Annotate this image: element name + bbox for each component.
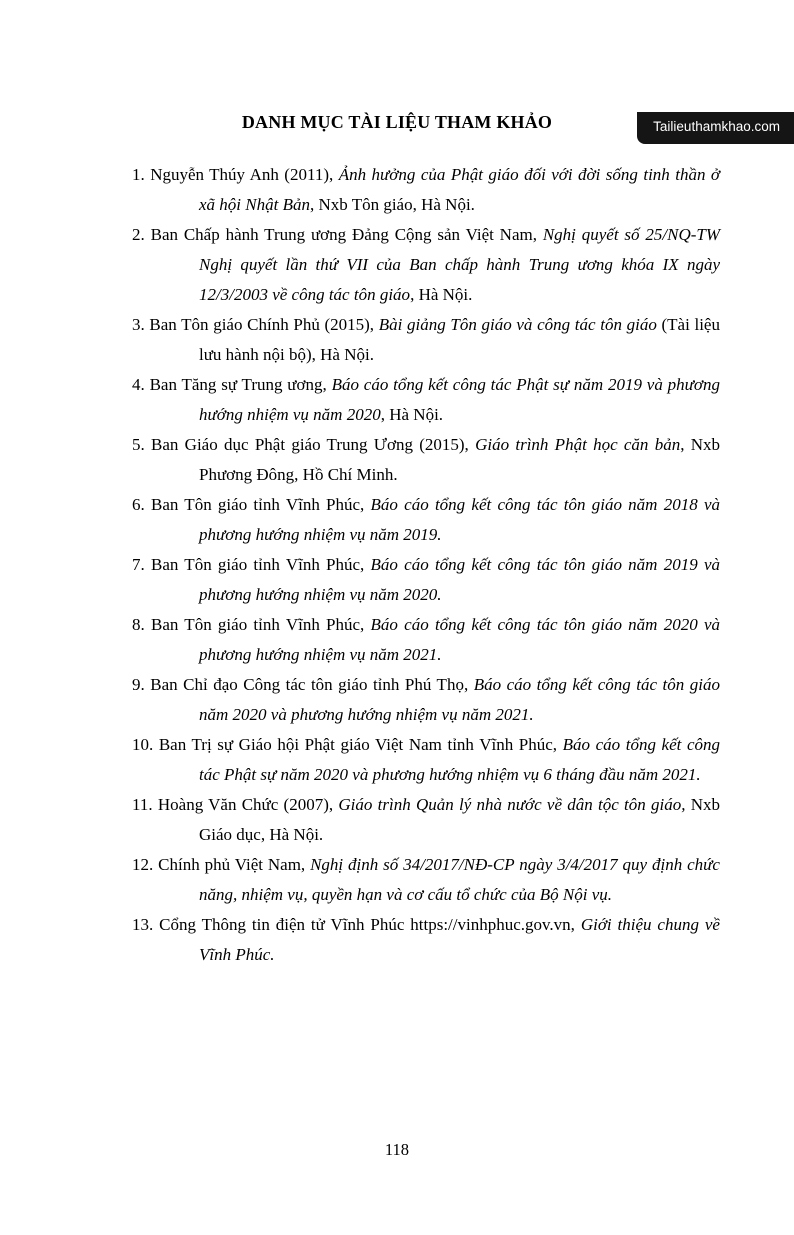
reference-entry	[132, 550, 720, 610]
reference-entry	[132, 790, 720, 850]
reference-text: 7. Ban Tôn giáo tỉnh Vĩnh Phúc,	[132, 555, 371, 574]
reference-title-italic: Giáo trình Phật học căn bản	[475, 435, 681, 454]
reference-text: , Nxb Tôn giáo, Hà Nội.	[309, 195, 475, 214]
page-number: 118	[384, 1140, 410, 1159]
reference-entry	[132, 610, 720, 670]
reference-text: 12. Chính phủ Việt Nam,	[132, 855, 311, 874]
reference-text: Nxb Giáo dục, Hà Nội.	[199, 795, 720, 844]
page-title: DANH MỤC TÀI LIỆU THAM KHẢO	[241, 112, 553, 132]
reference-text: 3. Ban Tôn giáo Chính Phủ (2015),	[132, 315, 379, 334]
reference-title-italic: Báo cáo tổng kết công tác Phật sự năm 2020 và phương hướng nhiệm vụ 6 tháng đầu năm 2021.	[199, 735, 720, 784]
reference-title-italic: Báo cáo tổng kết công tác tôn giáo năm 2019 và phương hướng nhiệm vụ năm 2020.	[199, 555, 720, 604]
reference-text: 8. Ban Tôn giáo tỉnh Vĩnh Phúc,	[132, 615, 371, 634]
reference-text: 4. Ban Tăng sự Trung ương,	[132, 375, 332, 394]
reference-text: 9. Ban Chỉ đạo Công tác tôn giáo tỉnh Phú Thọ,	[132, 675, 474, 694]
reference-entry	[132, 490, 720, 550]
reference-title-italic: Giáo trình Quản lý nhà nước về dân tộc tôn giáo,	[338, 795, 686, 814]
document-page	[0, 112, 794, 1159]
reference-entry	[132, 850, 720, 910]
reference-text: , Hà Nội.	[410, 285, 473, 304]
reference-text: 11. Hoàng Văn Chức (2007),	[132, 795, 339, 814]
reference-title-italic: Ảnh hưởng của Phật giáo đối với đời sống tinh thần ở xã hội Nhật Bản	[199, 165, 720, 214]
reference-title-italic: Nghị quyết số 25/NQ-TW Nghị quyết lần thứ VII của Ban chấp hành Trung ương khóa IX ngày 12/3/2003 về công tác tôn giáo	[199, 225, 721, 304]
reference-entry	[132, 730, 720, 790]
reference-title-italic: Báo cáo tổng kết công tác tôn giáo năm 2020 và phương hướng nhiệm vụ năm 2021.	[199, 615, 720, 664]
reference-title-italic: Báo cáo tổng kết công tác tôn giáo năm 2018 và phương hướng nhiệm vụ năm 2019.	[199, 495, 720, 544]
reference-list	[132, 160, 720, 970]
reference-text: 1. Nguyễn Thúy Anh (2011),	[132, 165, 339, 184]
reference-entry	[132, 670, 720, 730]
reference-entry	[132, 220, 720, 310]
reference-text: 5. Ban Giáo dục Phật giáo Trung Ương (2015),	[132, 435, 476, 454]
reference-text: 6. Ban Tôn giáo tỉnh Vĩnh Phúc,	[132, 495, 371, 514]
reference-entry	[132, 430, 720, 490]
reference-title-italic: Báo cáo tổng kết công tác tôn giáo năm 2020 và phương hướng nhiệm vụ năm 2021.	[199, 675, 720, 724]
reference-text: , Nxb Phương Đông, Hồ Chí Minh.	[199, 435, 721, 484]
reference-title-italic: Nghị định số 34/2017/NĐ-CP ngày 3/4/2017 quy định chức năng, nhiệm vụ, quyền hạn và cơ cấu tổ chức của Bộ Nội vụ.	[199, 855, 720, 904]
watermark-badge: Tailieuthamkhao.com	[637, 112, 794, 144]
reference-text: 10. Ban Trị sự Giáo hội Phật giáo Việt Nam tỉnh Vĩnh Phúc,	[132, 735, 563, 754]
reference-title-italic: Giới thiệu chung về Vĩnh Phúc.	[199, 915, 720, 964]
reference-title-italic: Bài giảng Tôn giáo và công tác tôn giáo	[378, 315, 657, 334]
reference-text: 13. Cổng Thông tin điện tử Vĩnh Phúc https://vinhphuc.gov.vn,	[132, 915, 581, 934]
reference-text: , Hà Nội.	[380, 405, 444, 424]
reference-entry	[132, 910, 720, 970]
reference-title-italic: Báo cáo tổng kết công tác Phật sự năm 2019 và phương hướng nhiệm vụ năm 2020	[199, 375, 720, 424]
reference-entry	[132, 310, 720, 370]
reference-entry	[132, 160, 720, 220]
reference-entry	[132, 370, 720, 430]
reference-text: 2. Ban Chấp hành Trung ương Đảng Cộng sản Việt Nam,	[132, 225, 543, 244]
reference-text: (Tài liệu lưu hành nội bộ), Hà Nội.	[199, 315, 720, 364]
